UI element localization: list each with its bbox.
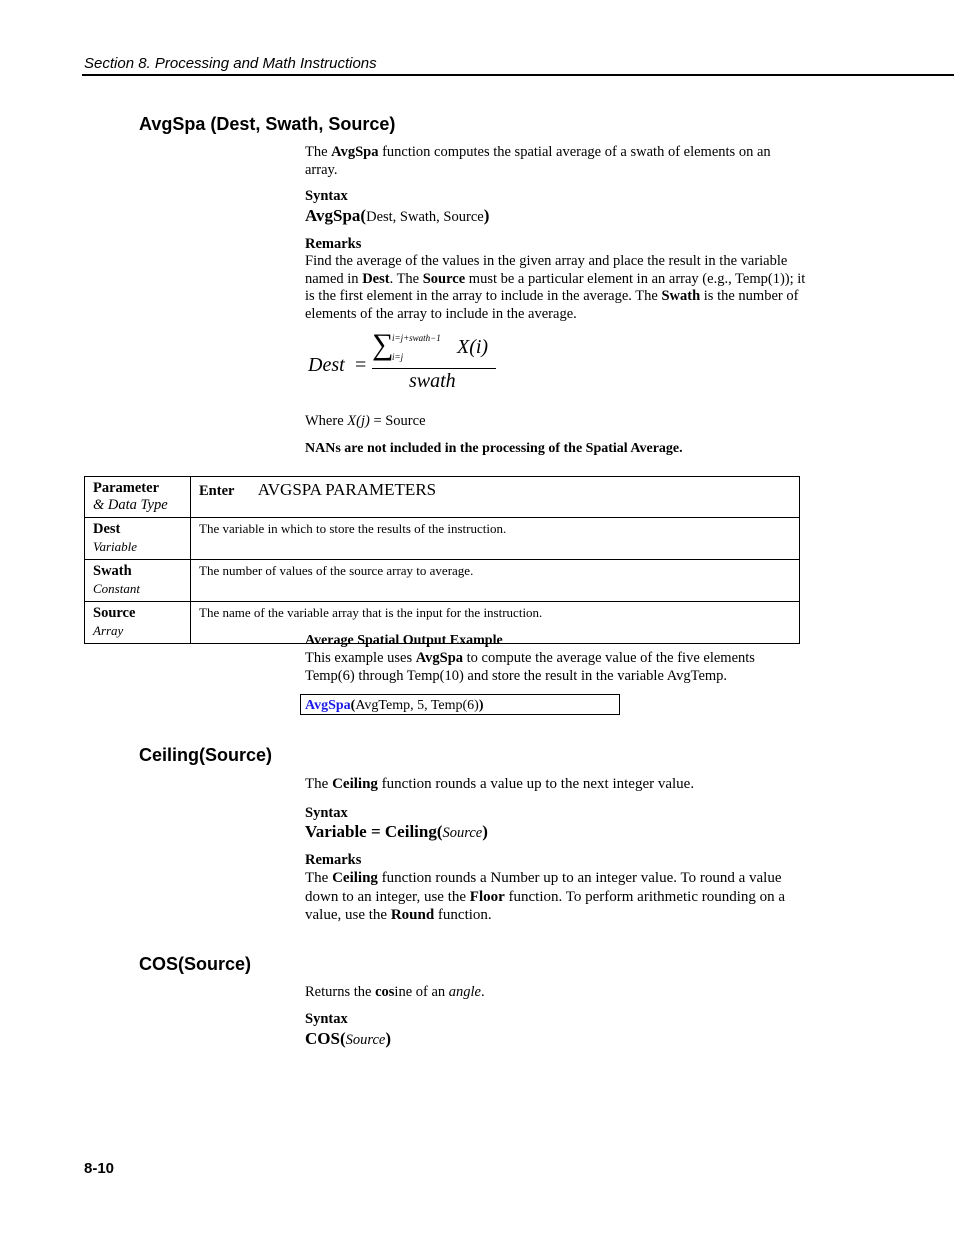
param-desc: The number of values of the source array to average. — [191, 560, 800, 602]
avgspa-example-text — [305, 650, 785, 685]
text-bold: AvgSpa — [331, 144, 379, 160]
code-paren: ( — [350, 698, 356, 713]
formula-equals: = — [355, 354, 367, 376]
text-bold: Dest — [362, 270, 390, 287]
param-type: Variable — [93, 539, 138, 554]
text: ine of an — [394, 984, 449, 1000]
text: The — [305, 870, 333, 886]
text: The — [305, 144, 332, 160]
avgspa-example-label: Average Spatial Output Example — [305, 633, 503, 648]
formula-denominator: swath — [409, 370, 456, 392]
avgspa-syntax-label: Syntax — [305, 188, 348, 204]
text: is the number of elements of the array to include in the average. — [305, 288, 799, 322]
header-enter: Enter — [199, 483, 235, 499]
formula-sum-term: X(i) — [457, 336, 489, 358]
avgspa-syntax — [305, 206, 489, 226]
code-keyword: AvgSpa — [305, 698, 351, 713]
syntax-close: ) — [483, 206, 490, 225]
text-bold: Ceiling — [332, 870, 378, 886]
param-cell — [85, 602, 191, 644]
text-bold: Swath — [661, 288, 701, 304]
syntax-function: AvgSpa( — [305, 206, 367, 225]
formula-sum-upper: i=j+swath−1 — [392, 333, 441, 343]
text-bold: cos — [375, 984, 395, 1000]
param-cell — [85, 560, 191, 602]
text: Where — [305, 413, 348, 429]
syntax-args: Source — [345, 1032, 386, 1048]
table-row — [85, 560, 800, 602]
param-desc: The name of the variable array that is the input for the instruction. — [191, 602, 800, 644]
text: = Source — [369, 413, 426, 429]
param-name: Swath — [93, 563, 132, 579]
text-bold: Source — [422, 270, 466, 287]
syntax-close: ) — [385, 1029, 392, 1048]
text-bold: Round — [390, 907, 435, 923]
header-title: AVGSPA PARAMETERS — [257, 480, 437, 499]
text: . The — [389, 270, 423, 287]
text: Returns the — [305, 984, 376, 1000]
syntax-function: Variable = Ceiling( — [305, 822, 443, 841]
text-italic: X(j) — [347, 413, 370, 429]
header-type: & Data Type — [93, 497, 168, 513]
running-header: Section 8. Processing and Math Instructions — [84, 55, 377, 72]
text-italic: angle — [448, 984, 481, 1000]
text: The — [305, 776, 333, 792]
avgspa-code-example — [300, 694, 620, 715]
text: function. To perform arithmetic rounding on a value, use the — [305, 888, 786, 923]
syntax-close: ) — [482, 822, 488, 841]
avgspa-remarks-label: Remarks — [305, 236, 362, 252]
fraction-bar — [372, 368, 496, 369]
header-param-cell — [85, 477, 191, 518]
text-bold: AvgSpa — [415, 650, 464, 666]
cos-syntax-label: Syntax — [305, 1011, 348, 1027]
formula-sum-lower: i=j — [392, 352, 404, 362]
param-type: Constant — [93, 581, 140, 596]
avgspa-nan-note: NANs are not included in the processing of the Spatial Average. — [305, 441, 683, 456]
text-bold: Floor — [469, 888, 505, 905]
text: to compute the average value of the five elements Temp(6) through Temp(10) and store the result in the variable AvgTemp. — [305, 650, 755, 684]
avgspa-parameters-table — [84, 476, 800, 644]
syntax-args: Dest, Swath, Source — [366, 209, 484, 225]
code-args: AvgTemp, 5, Temp(6) — [355, 698, 479, 713]
ceiling-intro — [305, 776, 694, 794]
text-bold: Ceiling — [332, 776, 378, 792]
param-desc: The variable in which to store the results of the instruction. — [191, 518, 800, 560]
header-rule — [82, 74, 954, 76]
avgspa-formula — [305, 330, 535, 400]
param-name: Dest — [93, 521, 121, 537]
text: function rounds a value up to the next integer value. — [377, 776, 695, 792]
text: function rounds a Number up to an integer value. To round a value down to an integer, use the — [305, 870, 782, 905]
cos-syntax — [305, 1029, 391, 1049]
syntax-args: Source — [442, 825, 483, 841]
cos-heading: COS(Source) — [139, 954, 252, 974]
text: Find the average of the values in the given array and place the result in the variable named in — [305, 253, 788, 287]
table-header-row — [85, 477, 800, 518]
text: This example uses — [305, 650, 416, 666]
ceiling-syntax-label: Syntax — [305, 805, 348, 821]
avgspa-intro — [305, 144, 795, 179]
param-type: Array — [93, 623, 124, 638]
ceiling-heading: Ceiling(Source) — [139, 745, 273, 765]
formula-lhs: Dest — [308, 354, 345, 376]
table-row — [85, 518, 800, 560]
avgspa-heading: AvgSpa (Dest, Swath, Source) — [139, 114, 396, 134]
text: function. — [434, 907, 492, 923]
ceiling-remarks-label: Remarks — [305, 852, 362, 868]
page-number: 8-10 — [84, 1160, 115, 1177]
ceiling-syntax — [305, 822, 488, 842]
text: function computes the spatial average of a swath of elements on an array. — [305, 144, 771, 178]
code-paren: ) — [478, 698, 484, 713]
header-param: Parameter — [93, 480, 160, 496]
text: must be a particular element in an array (e.g., Temp(1)); it is the first element in the array to include in the average. The — [305, 270, 806, 304]
formula-sigma: ∑ — [372, 328, 394, 361]
text: . — [481, 984, 485, 1000]
header-title-cell — [191, 477, 800, 518]
param-name: Source — [93, 605, 136, 621]
syntax-function: COS( — [305, 1029, 346, 1048]
param-cell — [85, 518, 191, 560]
avgspa-remarks — [305, 253, 810, 323]
ceiling-remarks — [305, 869, 815, 925]
avgspa-where — [305, 413, 426, 431]
cos-intro — [305, 984, 485, 1002]
